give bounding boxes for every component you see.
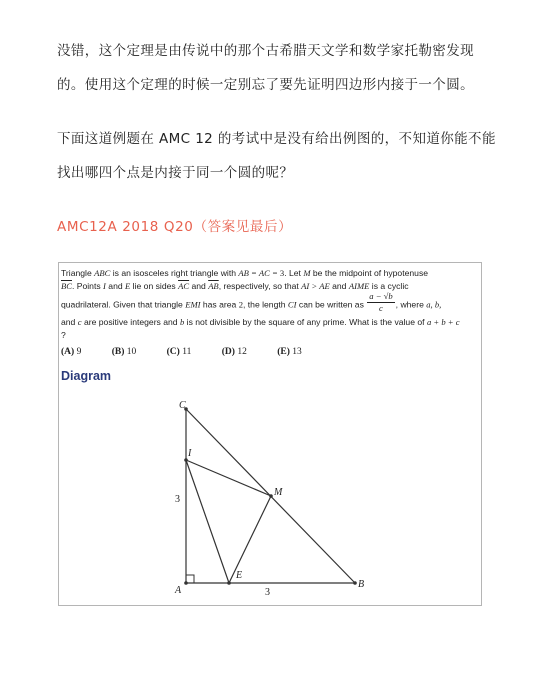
choice-e: (E) 13 xyxy=(277,347,302,357)
point-m xyxy=(269,494,273,498)
problem-image xyxy=(58,262,482,606)
label-i: I xyxy=(188,448,192,459)
label-side-ab: 3 xyxy=(265,587,270,598)
choice-d: (D) 12 xyxy=(221,347,247,357)
choice-a: (A) 9 xyxy=(61,347,82,357)
problem-heading: AMC12A 2018 Q20（答案见最后） xyxy=(57,219,293,235)
diagram-title: Diagram xyxy=(61,369,112,383)
fraction: $\frac{a - √b}{c}$ xyxy=(369,290,393,313)
segment-im xyxy=(186,460,271,496)
label-m: M xyxy=(274,487,283,498)
choice-c: (C) 11 xyxy=(166,347,192,357)
geometry-diagram xyxy=(59,263,481,605)
point-b xyxy=(353,581,357,585)
label-side-ac: 3 xyxy=(175,494,180,505)
point-a xyxy=(184,581,188,585)
segment-ie xyxy=(186,460,229,583)
intro-paragraph: 没错，这个定理是由传说中的那个古希腊天文学和数学家托勒密发现的。使用这个定理的时候一定别忘了要先证明四边形内接于一个圆。 xyxy=(57,43,474,93)
question-paragraph: 下面这道例题在 AMC 12 的考试中是没有给出例图的，不知道你能不能找出哪四个点是内接于同一个圆的呢？ xyxy=(57,131,496,181)
problem-statement: Triangle ABC is an isosceles right triangle with AB = AC = 3. Let M be the midpoint of hypotenuse $\overline{BC}$. Points I and E lie on sides $\overline{AC}$ and $\overline{AB}$, respectively, so that AI > AE and AIME is a cyclic quadrilateral. Given that triangle EMI has area 2, the length CI can be written as $\frac{a - √b}{c}$ , where a, b, and c are positive integers and b is not divisible by the square of any prime. What is the value of a + b + c ? xyxy=(61,268,460,341)
point-e xyxy=(227,581,231,585)
label-e: E xyxy=(236,570,243,581)
choice-b: (B) 10 xyxy=(111,347,137,357)
label-a: A xyxy=(175,585,182,596)
label-b: B xyxy=(358,579,365,590)
label-c: C xyxy=(179,400,186,411)
